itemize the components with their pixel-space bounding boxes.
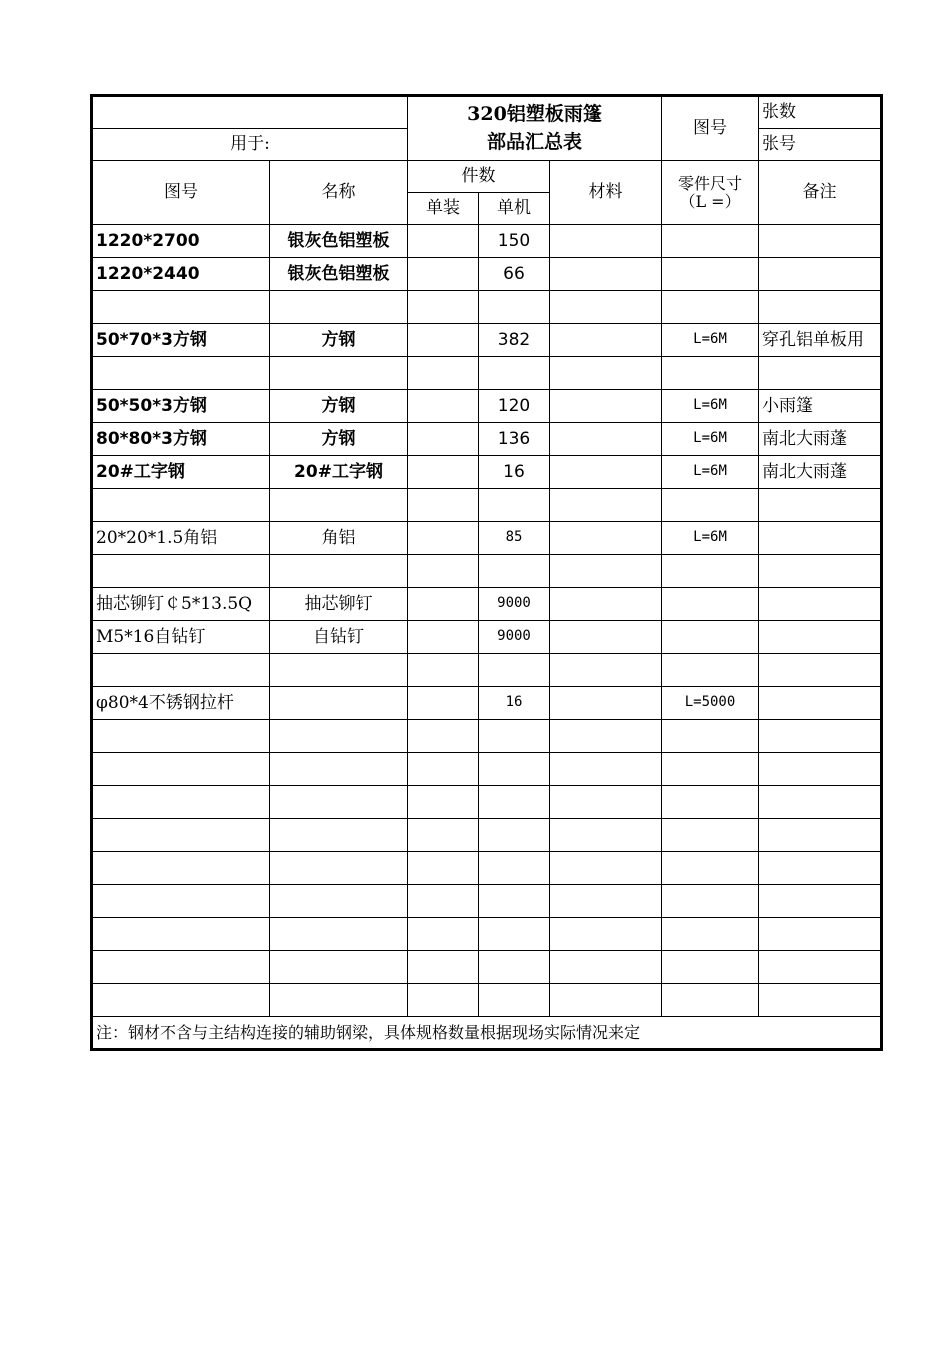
cell-part-size: L=6M xyxy=(662,522,759,555)
cell-name xyxy=(270,918,408,951)
cell-qty-single-pack xyxy=(408,654,479,687)
cell-remarks xyxy=(759,687,882,720)
cell-drawing-no xyxy=(92,885,270,918)
cell-qty-per-unit: 66 xyxy=(479,258,550,291)
table-row xyxy=(92,654,882,687)
table-row xyxy=(92,621,882,654)
parts-summary-table xyxy=(90,94,883,1051)
used-for-label: 用于: xyxy=(92,129,408,161)
cell-drawing-no xyxy=(92,852,270,885)
cell-qty-per-unit xyxy=(479,951,550,984)
cell-material xyxy=(550,786,662,819)
cell-part-size xyxy=(662,555,759,588)
cell-part-size xyxy=(662,588,759,621)
cell-name: 抽芯铆钉 xyxy=(270,588,408,621)
cell-drawing-no xyxy=(92,918,270,951)
cell-drawing-no: 20#工字钢 xyxy=(92,456,270,489)
col-qty-per-unit: 单机 xyxy=(479,193,550,225)
cell-drawing-no xyxy=(92,984,270,1017)
sheet-count-label: 张数 xyxy=(759,96,882,129)
cell-qty-single-pack xyxy=(408,753,479,786)
sheet-title xyxy=(408,96,662,161)
cell-qty-per-unit xyxy=(479,555,550,588)
table-row xyxy=(92,687,882,720)
cell-part-size xyxy=(662,291,759,324)
table-row xyxy=(92,258,882,291)
cell-drawing-no xyxy=(92,654,270,687)
cell-material xyxy=(550,654,662,687)
drawing-no-label: 图号 xyxy=(662,96,759,161)
table-row xyxy=(92,852,882,885)
cell-name: 银灰色铝塑板 xyxy=(270,225,408,258)
cell-drawing-no xyxy=(92,291,270,324)
col-part-size xyxy=(662,161,759,225)
cell-part-size xyxy=(662,852,759,885)
cell-qty-per-unit xyxy=(479,918,550,951)
cell-qty-per-unit: 16 xyxy=(479,456,550,489)
cell-drawing-no: 50*50*3方钢 xyxy=(92,390,270,423)
table-row xyxy=(92,423,882,456)
footnote: 注：钢材不含与主结构连接的辅助钢梁，具体规格数量根据现场实际情况来定 xyxy=(92,1017,882,1050)
cell-part-size xyxy=(662,621,759,654)
cell-qty-single-pack xyxy=(408,918,479,951)
cell-qty-single-pack xyxy=(408,621,479,654)
cell-remarks xyxy=(759,984,882,1017)
cell-material xyxy=(550,951,662,984)
cell-qty-single-pack xyxy=(408,324,479,357)
cell-material xyxy=(550,621,662,654)
cell-part-size xyxy=(662,720,759,753)
cell-qty-per-unit: 85 xyxy=(479,522,550,555)
col-drawing-no: 图号 xyxy=(92,161,270,225)
cell-part-size: L=6M xyxy=(662,324,759,357)
cell-remarks xyxy=(759,489,882,522)
cell-qty-per-unit: 9000 xyxy=(479,588,550,621)
cell-qty-single-pack xyxy=(408,786,479,819)
cell-qty-per-unit xyxy=(479,357,550,390)
cell-name: 方钢 xyxy=(270,390,408,423)
cell-qty-per-unit: 9000 xyxy=(479,621,550,654)
cell-material xyxy=(550,588,662,621)
cell-drawing-no xyxy=(92,753,270,786)
col-qty: 件数 xyxy=(408,161,550,193)
cell-part-size xyxy=(662,654,759,687)
cell-qty-single-pack xyxy=(408,258,479,291)
cell-material xyxy=(550,390,662,423)
table-row xyxy=(92,522,882,555)
cell-name xyxy=(270,489,408,522)
cell-name xyxy=(270,357,408,390)
cell-part-size: L=6M xyxy=(662,423,759,456)
cell-qty-single-pack xyxy=(408,555,479,588)
cell-drawing-no: 1220*2440 xyxy=(92,258,270,291)
cell-material xyxy=(550,885,662,918)
table-row xyxy=(92,324,882,357)
table-row xyxy=(92,489,882,522)
cell-material xyxy=(550,819,662,852)
cell-drawing-no: φ80*4不锈钢拉杆 xyxy=(92,687,270,720)
footnote-row xyxy=(92,1017,882,1050)
sheet-title-line1: 320铝塑板雨篷 xyxy=(467,102,602,125)
cell-part-size xyxy=(662,489,759,522)
cell-name: 银灰色铝塑板 xyxy=(270,258,408,291)
column-header-row-1 xyxy=(92,161,882,193)
cell-part-size xyxy=(662,258,759,291)
cell-drawing-no xyxy=(92,357,270,390)
cell-drawing-no: 50*70*3方钢 xyxy=(92,324,270,357)
cell-qty-single-pack xyxy=(408,357,479,390)
cell-qty-per-unit xyxy=(479,786,550,819)
cell-qty-single-pack xyxy=(408,687,479,720)
cell-name xyxy=(270,687,408,720)
table-row xyxy=(92,390,882,423)
cell-remarks xyxy=(759,951,882,984)
cell-drawing-no: 1220*2700 xyxy=(92,225,270,258)
cell-drawing-no: 80*80*3方钢 xyxy=(92,423,270,456)
cell-material xyxy=(550,753,662,786)
cell-name xyxy=(270,852,408,885)
cell-qty-per-unit xyxy=(479,885,550,918)
cell-qty-single-pack xyxy=(408,720,479,753)
cell-qty-single-pack xyxy=(408,225,479,258)
cell-material xyxy=(550,324,662,357)
cell-qty-per-unit: 16 xyxy=(479,687,550,720)
table-row xyxy=(92,819,882,852)
cell-material xyxy=(550,852,662,885)
cell-name: 20#工字钢 xyxy=(270,456,408,489)
cell-remarks xyxy=(759,852,882,885)
cell-remarks xyxy=(759,753,882,786)
cell-name: 自钻钉 xyxy=(270,621,408,654)
cell-drawing-no: 20*20*1.5角铝 xyxy=(92,522,270,555)
header-blank-cell xyxy=(92,96,408,129)
cell-remarks xyxy=(759,621,882,654)
parts-summary-sheet xyxy=(90,94,880,1051)
col-qty-single-pack: 单装 xyxy=(408,193,479,225)
cell-material xyxy=(550,225,662,258)
cell-qty-single-pack xyxy=(408,489,479,522)
cell-drawing-no xyxy=(92,951,270,984)
table-row xyxy=(92,951,882,984)
cell-qty-per-unit xyxy=(479,291,550,324)
cell-drawing-no xyxy=(92,489,270,522)
cell-qty-per-unit xyxy=(479,720,550,753)
cell-remarks xyxy=(759,555,882,588)
table-row xyxy=(92,357,882,390)
cell-qty-single-pack xyxy=(408,588,479,621)
cell-part-size: L=6M xyxy=(662,390,759,423)
cell-part-size xyxy=(662,984,759,1017)
cell-qty-single-pack xyxy=(408,423,479,456)
cell-material xyxy=(550,522,662,555)
cell-material xyxy=(550,555,662,588)
cell-part-size xyxy=(662,918,759,951)
cell-remarks: 南北大雨蓬 xyxy=(759,423,882,456)
cell-qty-single-pack xyxy=(408,522,479,555)
cell-qty-per-unit: 150 xyxy=(479,225,550,258)
cell-remarks xyxy=(759,522,882,555)
cell-qty-per-unit: 120 xyxy=(479,390,550,423)
cell-qty-per-unit xyxy=(479,489,550,522)
table-row xyxy=(92,456,882,489)
cell-name: 角铝 xyxy=(270,522,408,555)
cell-material xyxy=(550,687,662,720)
cell-drawing-no xyxy=(92,819,270,852)
cell-qty-per-unit xyxy=(479,984,550,1017)
cell-drawing-no xyxy=(92,555,270,588)
cell-name xyxy=(270,291,408,324)
cell-part-size xyxy=(662,753,759,786)
cell-drawing-no: M5*16自钻钉 xyxy=(92,621,270,654)
cell-part-size xyxy=(662,357,759,390)
cell-qty-per-unit: 136 xyxy=(479,423,550,456)
cell-remarks xyxy=(759,918,882,951)
cell-qty-single-pack xyxy=(408,390,479,423)
cell-name xyxy=(270,885,408,918)
cell-remarks xyxy=(759,885,882,918)
cell-name xyxy=(270,786,408,819)
cell-part-size: L=5000 xyxy=(662,687,759,720)
cell-remarks xyxy=(759,588,882,621)
col-remarks: 备注 xyxy=(759,161,882,225)
table-row xyxy=(92,918,882,951)
table-row xyxy=(92,555,882,588)
cell-remarks xyxy=(759,258,882,291)
cell-remarks xyxy=(759,357,882,390)
cell-qty-single-pack xyxy=(408,885,479,918)
cell-qty-single-pack xyxy=(408,852,479,885)
cell-remarks xyxy=(759,654,882,687)
cell-material xyxy=(550,918,662,951)
cell-material xyxy=(550,489,662,522)
cell-name: 方钢 xyxy=(270,423,408,456)
cell-part-size xyxy=(662,819,759,852)
cell-drawing-no xyxy=(92,786,270,819)
cell-drawing-no: 抽芯铆钉￠5*13.5Q xyxy=(92,588,270,621)
cell-part-size: L=6M xyxy=(662,456,759,489)
col-material: 材料 xyxy=(550,161,662,225)
cell-qty-per-unit xyxy=(479,654,550,687)
col-part-size-line1: 零件尺寸 xyxy=(678,173,743,193)
cell-remarks xyxy=(759,819,882,852)
cell-material xyxy=(550,984,662,1017)
cell-name: 方钢 xyxy=(270,324,408,357)
cell-name xyxy=(270,984,408,1017)
cell-remarks: 穿孔铝单板用 xyxy=(759,324,882,357)
col-name: 名称 xyxy=(270,161,408,225)
cell-name xyxy=(270,819,408,852)
cell-name xyxy=(270,753,408,786)
cell-qty-single-pack xyxy=(408,984,479,1017)
sheet-title-line2: 部品汇总表 xyxy=(487,130,583,153)
table-row xyxy=(92,984,882,1017)
cell-drawing-no xyxy=(92,720,270,753)
cell-qty-per-unit xyxy=(479,753,550,786)
cell-remarks xyxy=(759,291,882,324)
cell-qty-per-unit: 382 xyxy=(479,324,550,357)
cell-part-size xyxy=(662,225,759,258)
cell-part-size xyxy=(662,786,759,819)
table-row xyxy=(92,885,882,918)
table-row xyxy=(92,291,882,324)
table-row xyxy=(92,753,882,786)
cell-remarks xyxy=(759,720,882,753)
cell-qty-single-pack xyxy=(408,951,479,984)
cell-material xyxy=(550,357,662,390)
cell-qty-per-unit xyxy=(479,819,550,852)
sheet-no-label: 张号 xyxy=(759,129,882,161)
cell-material xyxy=(550,291,662,324)
cell-remarks: 小雨篷 xyxy=(759,390,882,423)
header-row-1 xyxy=(92,96,882,129)
cell-material xyxy=(550,258,662,291)
table-row xyxy=(92,720,882,753)
cell-remarks xyxy=(759,786,882,819)
cell-remarks xyxy=(759,225,882,258)
cell-material xyxy=(550,423,662,456)
table-row xyxy=(92,225,882,258)
table-row xyxy=(92,786,882,819)
cell-name xyxy=(270,951,408,984)
cell-material xyxy=(550,720,662,753)
cell-name xyxy=(270,654,408,687)
cell-qty-single-pack xyxy=(408,456,479,489)
col-part-size-line2: （L =） xyxy=(679,191,741,211)
cell-qty-single-pack xyxy=(408,819,479,852)
cell-name xyxy=(270,720,408,753)
cell-remarks: 南北大雨蓬 xyxy=(759,456,882,489)
cell-name xyxy=(270,555,408,588)
cell-part-size xyxy=(662,885,759,918)
table-row xyxy=(92,588,882,621)
cell-material xyxy=(550,456,662,489)
cell-part-size xyxy=(662,951,759,984)
cell-qty-per-unit xyxy=(479,852,550,885)
cell-qty-single-pack xyxy=(408,291,479,324)
